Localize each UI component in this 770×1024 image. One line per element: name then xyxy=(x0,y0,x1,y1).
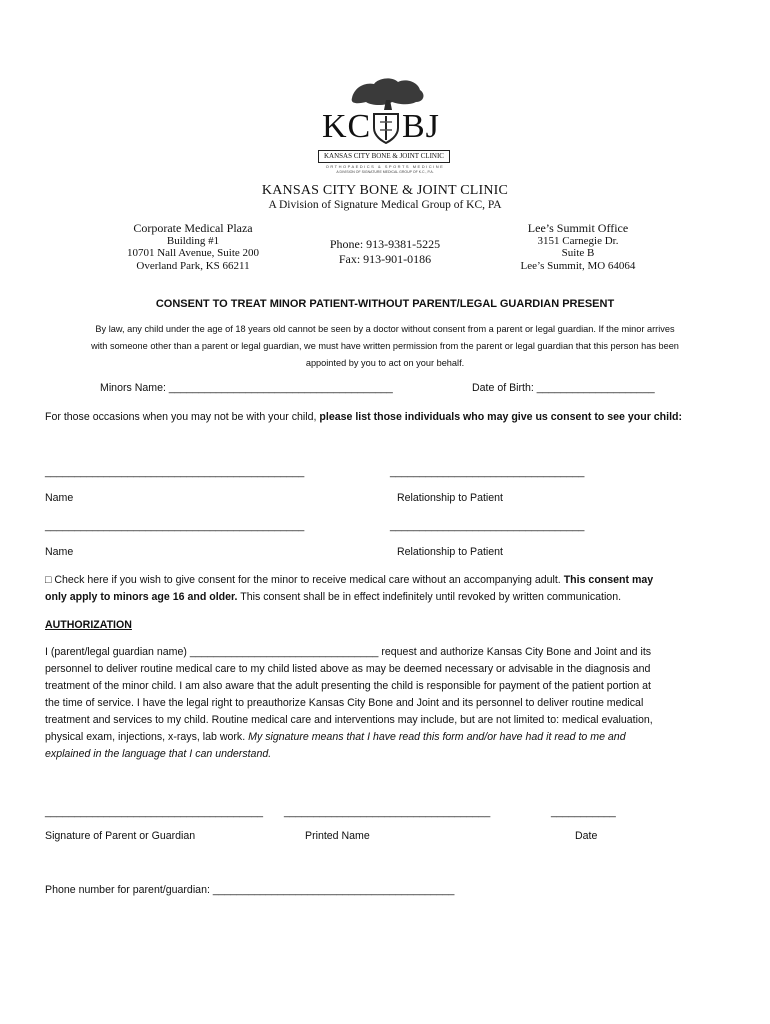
guardian-phone-line[interactable]: _________________________________________ xyxy=(212,884,455,896)
auth-line-7: explained in the language that I can understand. xyxy=(45,748,272,760)
phone-number: Phone: 913-9381-5225 xyxy=(329,237,441,251)
fax-number: Fax: 913-901-0186 xyxy=(338,252,432,266)
consent-checkbox-line-2 xyxy=(45,589,621,606)
consent-name-line-1[interactable]: ____________________________________________ xyxy=(45,466,305,478)
logo-subtitle-2: A DIVISION OF SIGNATURE MEDICAL GROUP OF K.C., P.A. xyxy=(336,170,434,174)
occasions-plain: For those occasions when you may not be with your child, xyxy=(45,411,320,423)
intro-line-3: appointed by you to act on your behalf. xyxy=(305,358,465,368)
intro-line-1: By law, any child under the age of 18 years old cannot be seen by a doctor without consent from a parent or legal guardian. If the minor arrives xyxy=(95,324,675,334)
printed-name-label: Printed Name xyxy=(305,830,370,842)
guardian-phone-label: Phone number for parent/guardian: xyxy=(45,884,213,896)
clinic-division: A Division of Signature Medical Group of KC, PA xyxy=(268,199,502,211)
auth-line-2: personnel to deliver routine medical care to my child listed above as may be deemed necessary or advisable in the diagnosis and xyxy=(45,663,651,675)
left-office-title: Corporate Medical Plaza xyxy=(133,221,253,235)
auth-line-3: treatment of the minor child. I am also aware that the adult presenting the child is responsible for payment of the patient portion at xyxy=(45,680,651,692)
intro-line-2: with someone other than a parent or legal guardian, we must have written permission from the parent or legal guardian that this person has been xyxy=(91,341,679,351)
consent-name-line-2[interactable]: ____________________________________________ xyxy=(45,520,305,532)
auth-line-6-plain: physical exam, injections, x-rays, lab work. xyxy=(45,731,249,743)
occasions-bold: please list those individuals who may give us consent to see your child: xyxy=(319,411,683,423)
authorization-heading: AUTHORIZATION xyxy=(45,619,132,631)
clinic-name: KANSAS CITY BONE & JOINT CLINIC xyxy=(261,183,509,198)
occasions-text xyxy=(45,409,682,426)
shield-icon xyxy=(372,112,400,144)
checkbox-text[interactable]: □ Check here if you wish to give consent for the minor to receive medical care without an accompanying adult. xyxy=(45,574,564,586)
auth-line-5: treatment and services to my child. Routine medical care and interventions may include, but are not limited to: medical evaluation, xyxy=(45,714,653,726)
printed-name-line[interactable]: ___________________________________ xyxy=(284,806,491,818)
left-office-line2: 10701 Nall Avenue, Suite 200 xyxy=(126,247,260,259)
date-of-birth-field[interactable]: Date of Birth: ____________________ xyxy=(472,382,655,394)
logo-kc-letters: KC xyxy=(322,108,372,145)
authorization-paragraph xyxy=(45,644,653,763)
right-office-line1: 3151 Carnegie Dr. xyxy=(537,234,619,247)
logo-subtitle: ORTHOPAEDICS & SPORTS MEDICINE xyxy=(325,164,445,169)
left-office-line1: Building #1 xyxy=(166,234,220,247)
consent-relationship-line-2[interactable]: _________________________________ xyxy=(390,520,585,532)
left-office-line3: Overland Park, KS 66211 xyxy=(136,259,250,272)
consent-relationship-label-2: Relationship to Patient xyxy=(397,546,504,558)
consent-name-label-2: Name xyxy=(45,546,74,558)
tree-icon xyxy=(348,76,428,110)
right-office-title: Lee’s Summit Office xyxy=(527,221,629,235)
logo-bj-letters: BJ xyxy=(402,108,440,145)
intro-paragraph xyxy=(0,321,770,372)
clinic-logo xyxy=(310,76,460,176)
checkbox-bold-2: only apply to minors age 16 and older. xyxy=(45,591,238,603)
checkbox-tail: This consent shall be in effect indefinitely until revoked by written communication. xyxy=(237,591,622,603)
consent-relationship-label-1: Relationship to Patient xyxy=(397,492,504,504)
signature-label: Signature of Parent or Guardian xyxy=(45,830,196,842)
auth-line-6-italic: My signature means that I have read this form and/or have had it read to me and xyxy=(248,731,626,743)
right-office-line3: Lee’s Summit, MO 64064 xyxy=(520,259,636,272)
auth-line-6 xyxy=(45,729,653,746)
date-label: Date xyxy=(575,830,598,842)
guardian-phone-field[interactable] xyxy=(45,882,454,899)
auth-line-1[interactable]: I (parent/legal guardian name) ________________________________ request and authorize Kansas City Bone and Joint and its xyxy=(45,646,652,658)
logo-box-text: KANSAS CITY BONE & JOINT CLINIC xyxy=(318,150,450,163)
checkbox-bold-1: This consent may xyxy=(563,574,654,586)
left-office-address xyxy=(118,222,268,272)
signature-line[interactable]: _____________________________________ xyxy=(45,806,263,818)
contact-numbers xyxy=(300,237,470,267)
right-office-address xyxy=(508,222,648,272)
consent-name-label-1: Name xyxy=(45,492,74,504)
auth-line-4: the time of service. I have the legal right to preauthorize Kansas City Bone and Joint and its personnel to deliver routine medical xyxy=(45,697,644,709)
date-line[interactable]: ___________ xyxy=(551,806,616,818)
form-title: CONSENT TO TREAT MINOR PATIENT-WITHOUT PARENT/LEGAL GUARDIAN PRESENT xyxy=(155,298,615,310)
minors-name-field[interactable]: Minors Name: ______________________________________ xyxy=(100,382,393,394)
right-office-line2: Suite B xyxy=(561,247,595,259)
consent-checkbox-line-1[interactable] xyxy=(45,572,653,589)
consent-relationship-line-1[interactable]: _________________________________ xyxy=(390,466,585,478)
